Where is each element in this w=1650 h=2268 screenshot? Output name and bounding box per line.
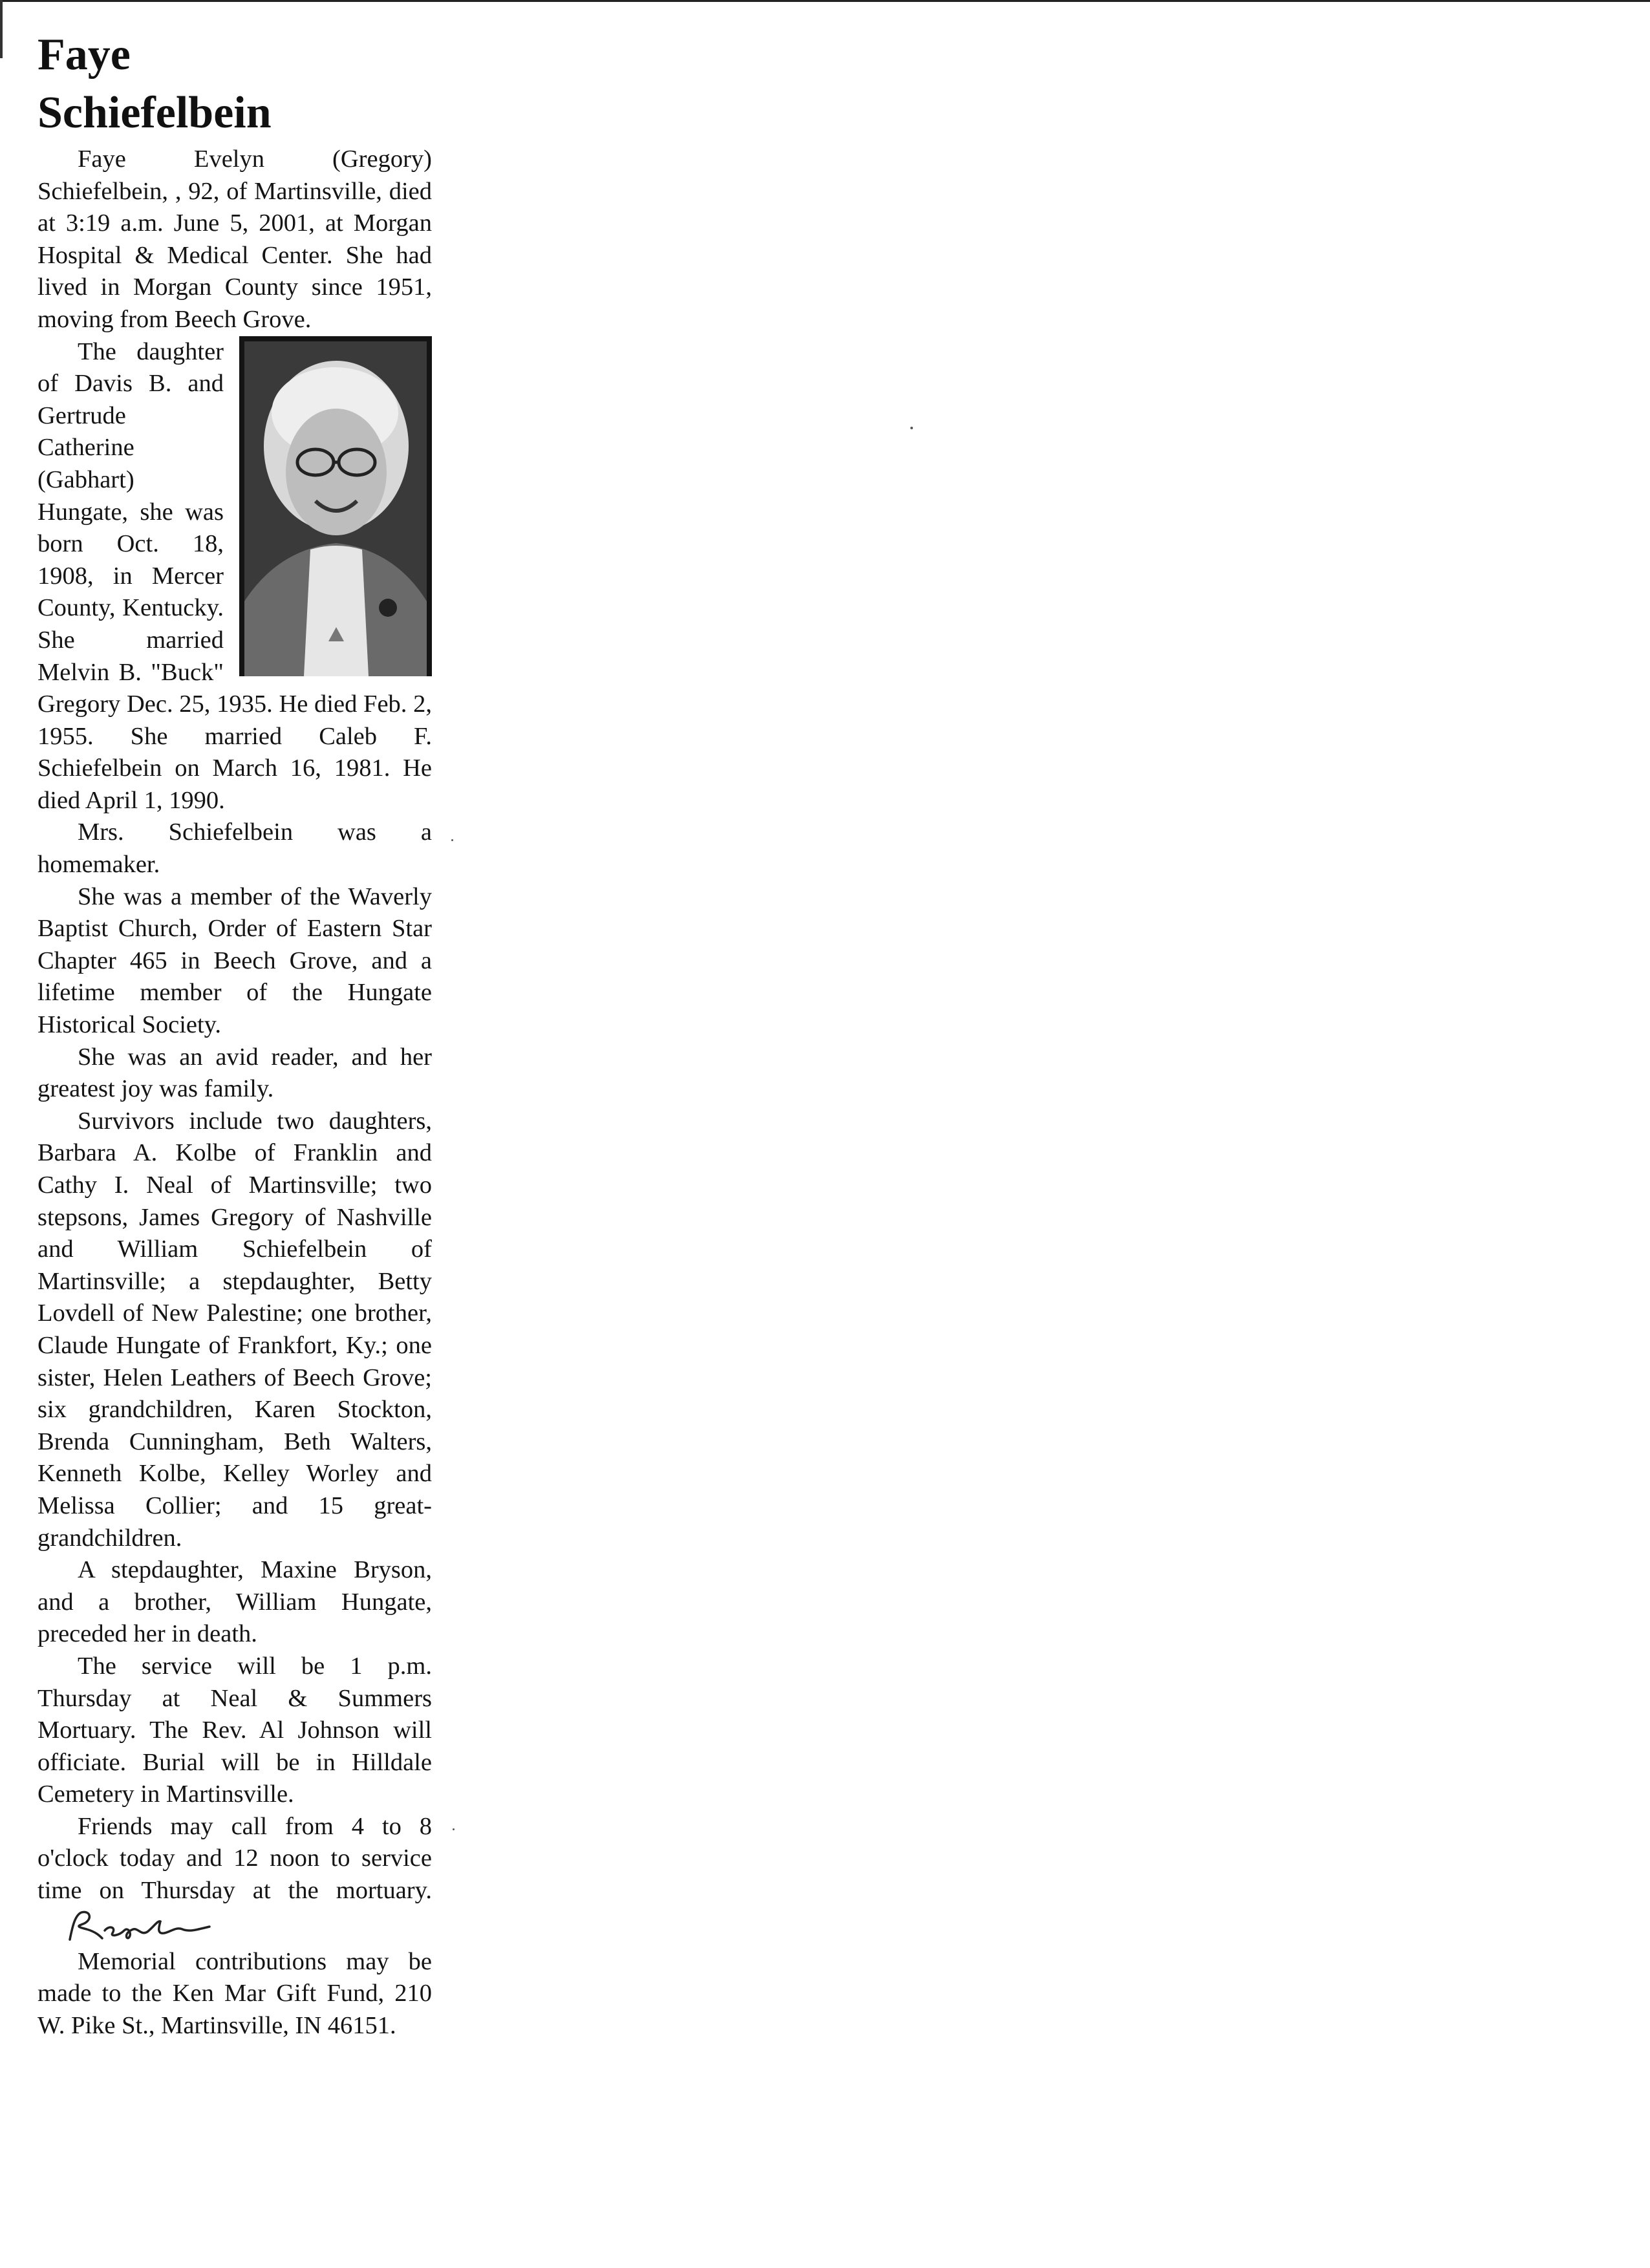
handwritten-signature <box>57 1907 225 1946</box>
paragraph-memorials: Memorial contributions may be made to the Ken Mar Gift Fund, 210 W. Pike St., Martinsville, IN 46151. <box>38 1947 432 2039</box>
scan-speck <box>910 427 913 429</box>
portrait-photo <box>239 336 432 676</box>
paragraph-family-background: The daughter of Davis B. and Gertrude Catherine (Gabhart) Hungate, she was born Oct. 18, 1908, in Mercer County, Kentucky. She married Melvin B. "Buck" Gregory Dec. 25, 1935. He died Feb. 2, 1955. She married Caleb F. Schiefelbein on March 16, 1981. He died April 1, 1990. <box>38 337 432 814</box>
scan-speck <box>451 839 453 841</box>
paragraph-occupation: Mrs. Schiefelbein was a homemaker. <box>38 818 432 879</box>
scan-top-edge <box>0 0 1650 7</box>
paragraph-interests: She was an avid reader, and her greatest joy was family. <box>38 1043 432 1103</box>
obituary-body <box>38 144 432 2042</box>
paragraph-preceded-in-death: A stepdaughter, Maxine Bryson, and a brother, William Hungate, preceded her in death. <box>38 1556 432 1648</box>
paragraph-survivors: Survivors include two daughters, Barbara A. Kolbe of Franklin and Cathy I. Neal of Martinsville; two stepsons, James Gregory of Nashville and William Schiefelbein of Martinsville; a stepdaughter, Betty Lovdell of New Palestine; one brother, Claude Hungate of Frankfort, Ky.; one sister, Helen Leathers of Beech Grove; six grandchildren, Karen Stockton, Brenda Cunningham, Beth Walters, Kenneth Kolbe, Kelley Worley and Melissa Collier; and 15 great-grandchildren. <box>38 1107 432 1552</box>
paragraph-visitation <box>38 1811 432 1946</box>
scan-left-edge <box>0 0 3 58</box>
paragraph-memberships: She was a member of the Waverly Baptist Church, Order of Eastern Star Chapter 465 in Beech Grove, and a lifetime member of the Hungate Historical Society. <box>38 883 432 1039</box>
visitation-text: Friends may call from 4 to 8 o'clock today and 12 noon to service time on Thursday at the mortuary. <box>38 1812 432 1905</box>
paragraph-service: The service will be 1 p.m. Thursday at Neal & Summers Mortuary. The Rev. Al Johnson will officiate. Burial will be in Hilldale Cemetery in Martinsville. <box>38 1652 432 1808</box>
headline-last-name: Schiefelbein <box>38 88 272 138</box>
obituary-headline <box>38 26 438 142</box>
scan-speck <box>453 1828 455 1830</box>
headline-first-name: Faye <box>38 30 131 80</box>
paragraph-death-notice: Faye Evelyn (Gregory) Schiefelbein, , 92, of Martinsville, died at 3:19 a.m. June 5, 2001, at Morgan Hospital & Medical Center. She had lived in Morgan County since 1951, moving from Beech Grove. <box>38 145 432 333</box>
